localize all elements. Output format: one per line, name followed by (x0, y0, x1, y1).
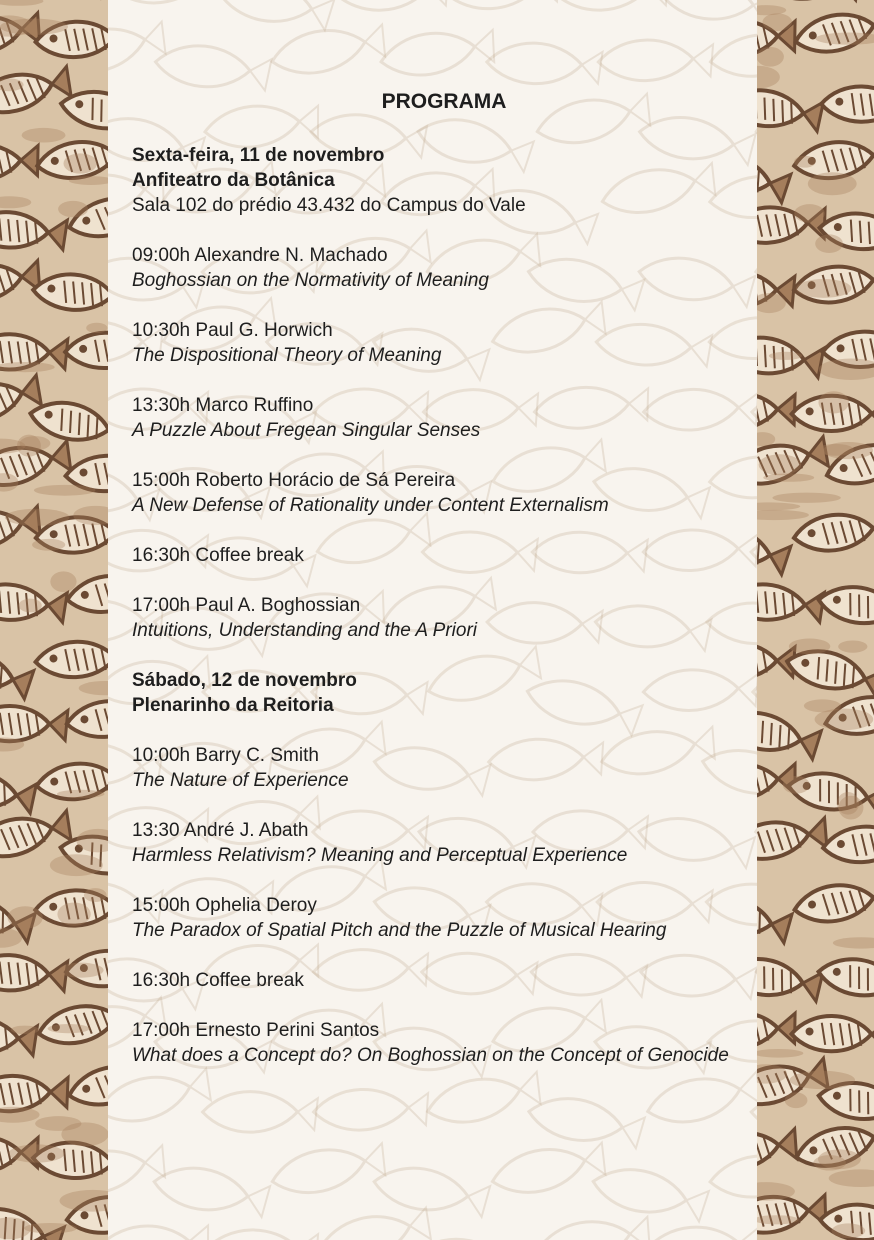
item-time-speaker: 10:30h Paul G. Horwich (132, 320, 333, 341)
program-item-break (132, 968, 742, 993)
item-talk-title: Harmless Relativism? Meaning and Perceptual Experience (132, 845, 628, 866)
item-talk-title: Intuitions, Understanding and the A Priori (132, 620, 478, 641)
day-header (132, 143, 742, 218)
day-date: Sexta-feira, 11 de novembro (132, 145, 385, 166)
program-item (132, 743, 742, 793)
item-talk-title: The Nature of Experience (132, 770, 349, 791)
item-talk-title: Boghossian on the Normativity of Meaning (132, 270, 489, 291)
page-title: PROGRAMA (381, 90, 507, 113)
item-time-speaker: 17:00h Paul A. Boghossian (132, 595, 361, 616)
program-item (132, 393, 742, 443)
item-time-speaker: 15:00h Ophelia Deroy (132, 895, 317, 916)
item-time-speaker: 10:00h Barry C. Smith (132, 745, 319, 766)
program-item (132, 318, 742, 368)
item-time-speaker: 16:30h Coffee break (132, 970, 304, 991)
day-venue: Plenarinho da Reitoria (132, 695, 334, 716)
item-time-speaker: 13:30 André J. Abath (132, 820, 309, 841)
item-time-speaker: 09:00h Alexandre N. Machado (132, 245, 388, 266)
program-item (132, 593, 742, 643)
program-item (132, 1018, 742, 1068)
program-item (132, 893, 742, 943)
item-talk-title: A Puzzle About Fregean Singular Senses (132, 420, 481, 441)
item-time-speaker: 17:00h Ernesto Perini Santos (132, 1020, 380, 1041)
day-header (132, 668, 742, 718)
decorative-pattern-right (757, 0, 874, 1240)
day-venue: Anfiteatro da Botânica (132, 170, 335, 191)
pattern-art-right (757, 0, 874, 1240)
item-talk-title: What does a Concept do? On Boghossian on the Concept of Genocide (132, 1045, 729, 1066)
program-item (132, 468, 742, 518)
program-item-break (132, 543, 742, 568)
pattern-art-left (0, 0, 108, 1240)
item-talk-title: The Paradox of Spatial Pitch and the Puzzle of Musical Hearing (132, 920, 667, 941)
program-page (108, 0, 757, 1240)
item-talk-title: A New Defense of Rationality under Content Externalism (132, 495, 609, 516)
program-item (132, 818, 742, 868)
program-content (132, 88, 742, 1093)
item-time-speaker: 15:00h Roberto Horácio de Sá Pereira (132, 470, 456, 491)
day-section (132, 668, 742, 1068)
item-time-speaker: 13:30h Marco Ruffino (132, 395, 314, 416)
day-room: Sala 102 do prédio 43.432 do Campus do Vale (132, 195, 526, 216)
item-time-speaker: 16:30h Coffee break (132, 545, 304, 566)
program-item (132, 243, 742, 293)
item-talk-title: The Dispositional Theory of Meaning (132, 345, 442, 366)
decorative-pattern-left (0, 0, 108, 1240)
day-section (132, 143, 742, 643)
day-date: Sábado, 12 de novembro (132, 670, 357, 691)
